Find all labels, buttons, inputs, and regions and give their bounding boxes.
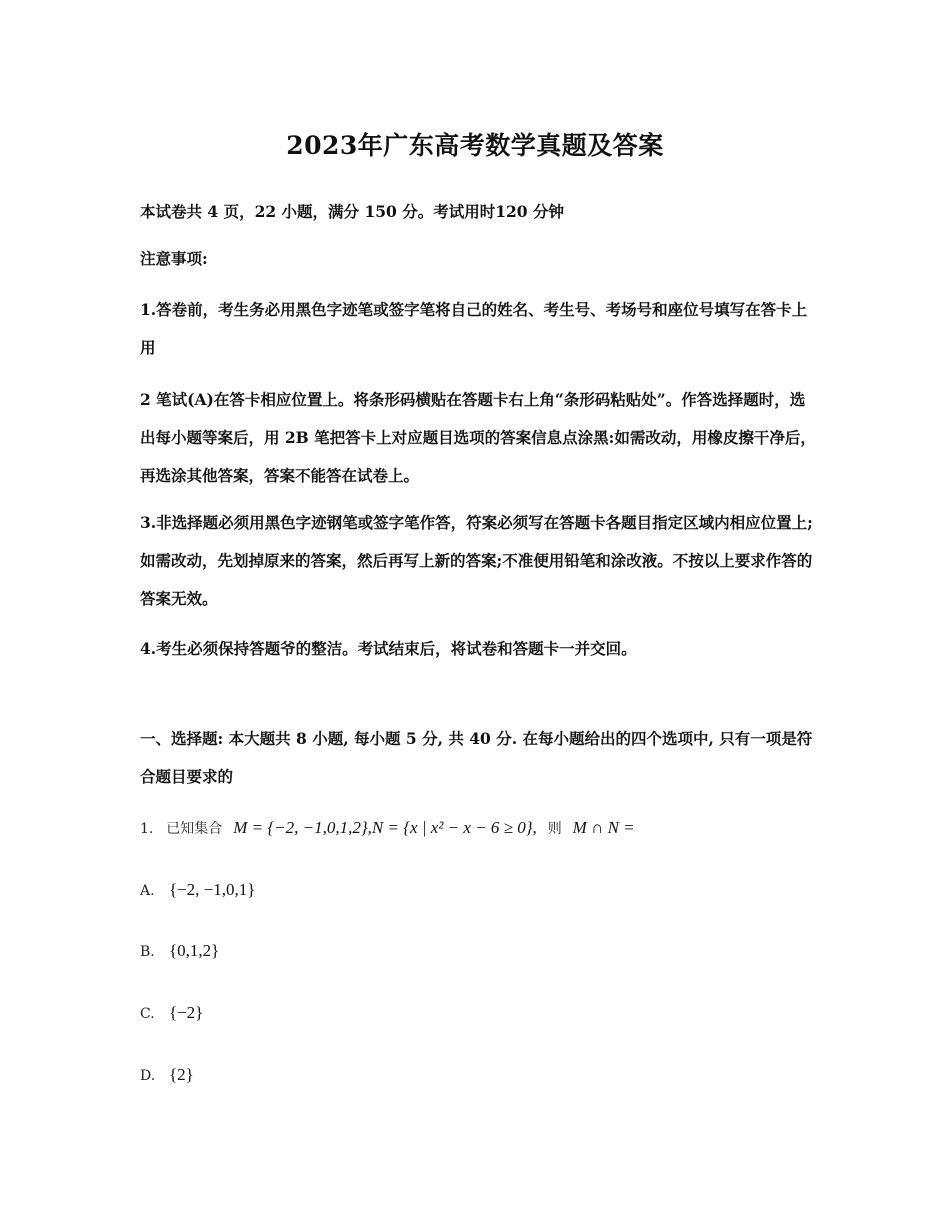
notice-item-1: 1.答卷前，考生务必用黑色字迹笔或签字笔将自己的姓名、考生号、考场号和座位号填写在答卡上用: [140, 300, 808, 357]
option-letter: D.: [140, 1068, 156, 1084]
option-letter: C.: [140, 1006, 155, 1022]
option-letter: B.: [140, 944, 155, 960]
option-letter: A.: [140, 883, 155, 899]
question-number: 1.: [140, 821, 154, 837]
option-value: {2}: [168, 1065, 194, 1084]
notice-item-2: 2 笔试(A)在答卡相应位置上。将条形码横贴在答题卡右上角“条形码粘贴处”。作答选择题时，选出每小题等案后，用 2B 笔把答卡上对应题目选项的答案信息点涂黑:如需改动，用橡皮擦干净后，再选涂其他答案，答案不能答在试卷上。: [140, 390, 816, 485]
set-n-expression: N = {x | x² − x − 6 ≥ 0},: [371, 818, 537, 837]
option-value: {−2}: [168, 1003, 204, 1022]
question-then: 则: [547, 821, 562, 837]
exam-intro: 本试卷共 4 页，22 小题，满分 150 分。考试用时120 分钟: [140, 202, 564, 221]
question-1: [140, 813, 635, 844]
option-b: [140, 936, 219, 967]
option-d: [140, 1060, 194, 1091]
intersection-expression: M ∩ N =: [572, 818, 635, 837]
option-value: {0,1,2}: [168, 941, 220, 960]
option-a: [140, 875, 255, 906]
option-c: [140, 998, 203, 1029]
document-title: 2023年广东高考数学真题及答案: [286, 131, 664, 160]
notice-item-3: 3.非选择题必须用黑色字迹钢笔或签字笔作答，符案必须写在答题卡各题目指定区域内相应位置上;如需改动，先划掉原来的答案，然后再写上新的答案;不准便用铅笔和涂改液。不按以上要求作答的答案无效。: [140, 513, 813, 608]
section-heading-multiple-choice: 一、选择题: 本大题共 8 小题, 每小题 5 分, 共 40 分. 在每小题给出的四个选项中, 只有一项是符合题目要求的: [140, 729, 813, 786]
question-stem: 已知集合: [166, 821, 223, 837]
option-value: {−2, −1,0,1}: [168, 880, 256, 899]
set-m-expression: M = {−2, −1,0,1,2},: [233, 818, 372, 837]
notice-item-4: 4.考生必须保持答题爷的整洁。考试结束后，将试卷和答题卡一并交回。: [140, 639, 637, 658]
notice-heading: 注意事项:: [140, 249, 208, 268]
